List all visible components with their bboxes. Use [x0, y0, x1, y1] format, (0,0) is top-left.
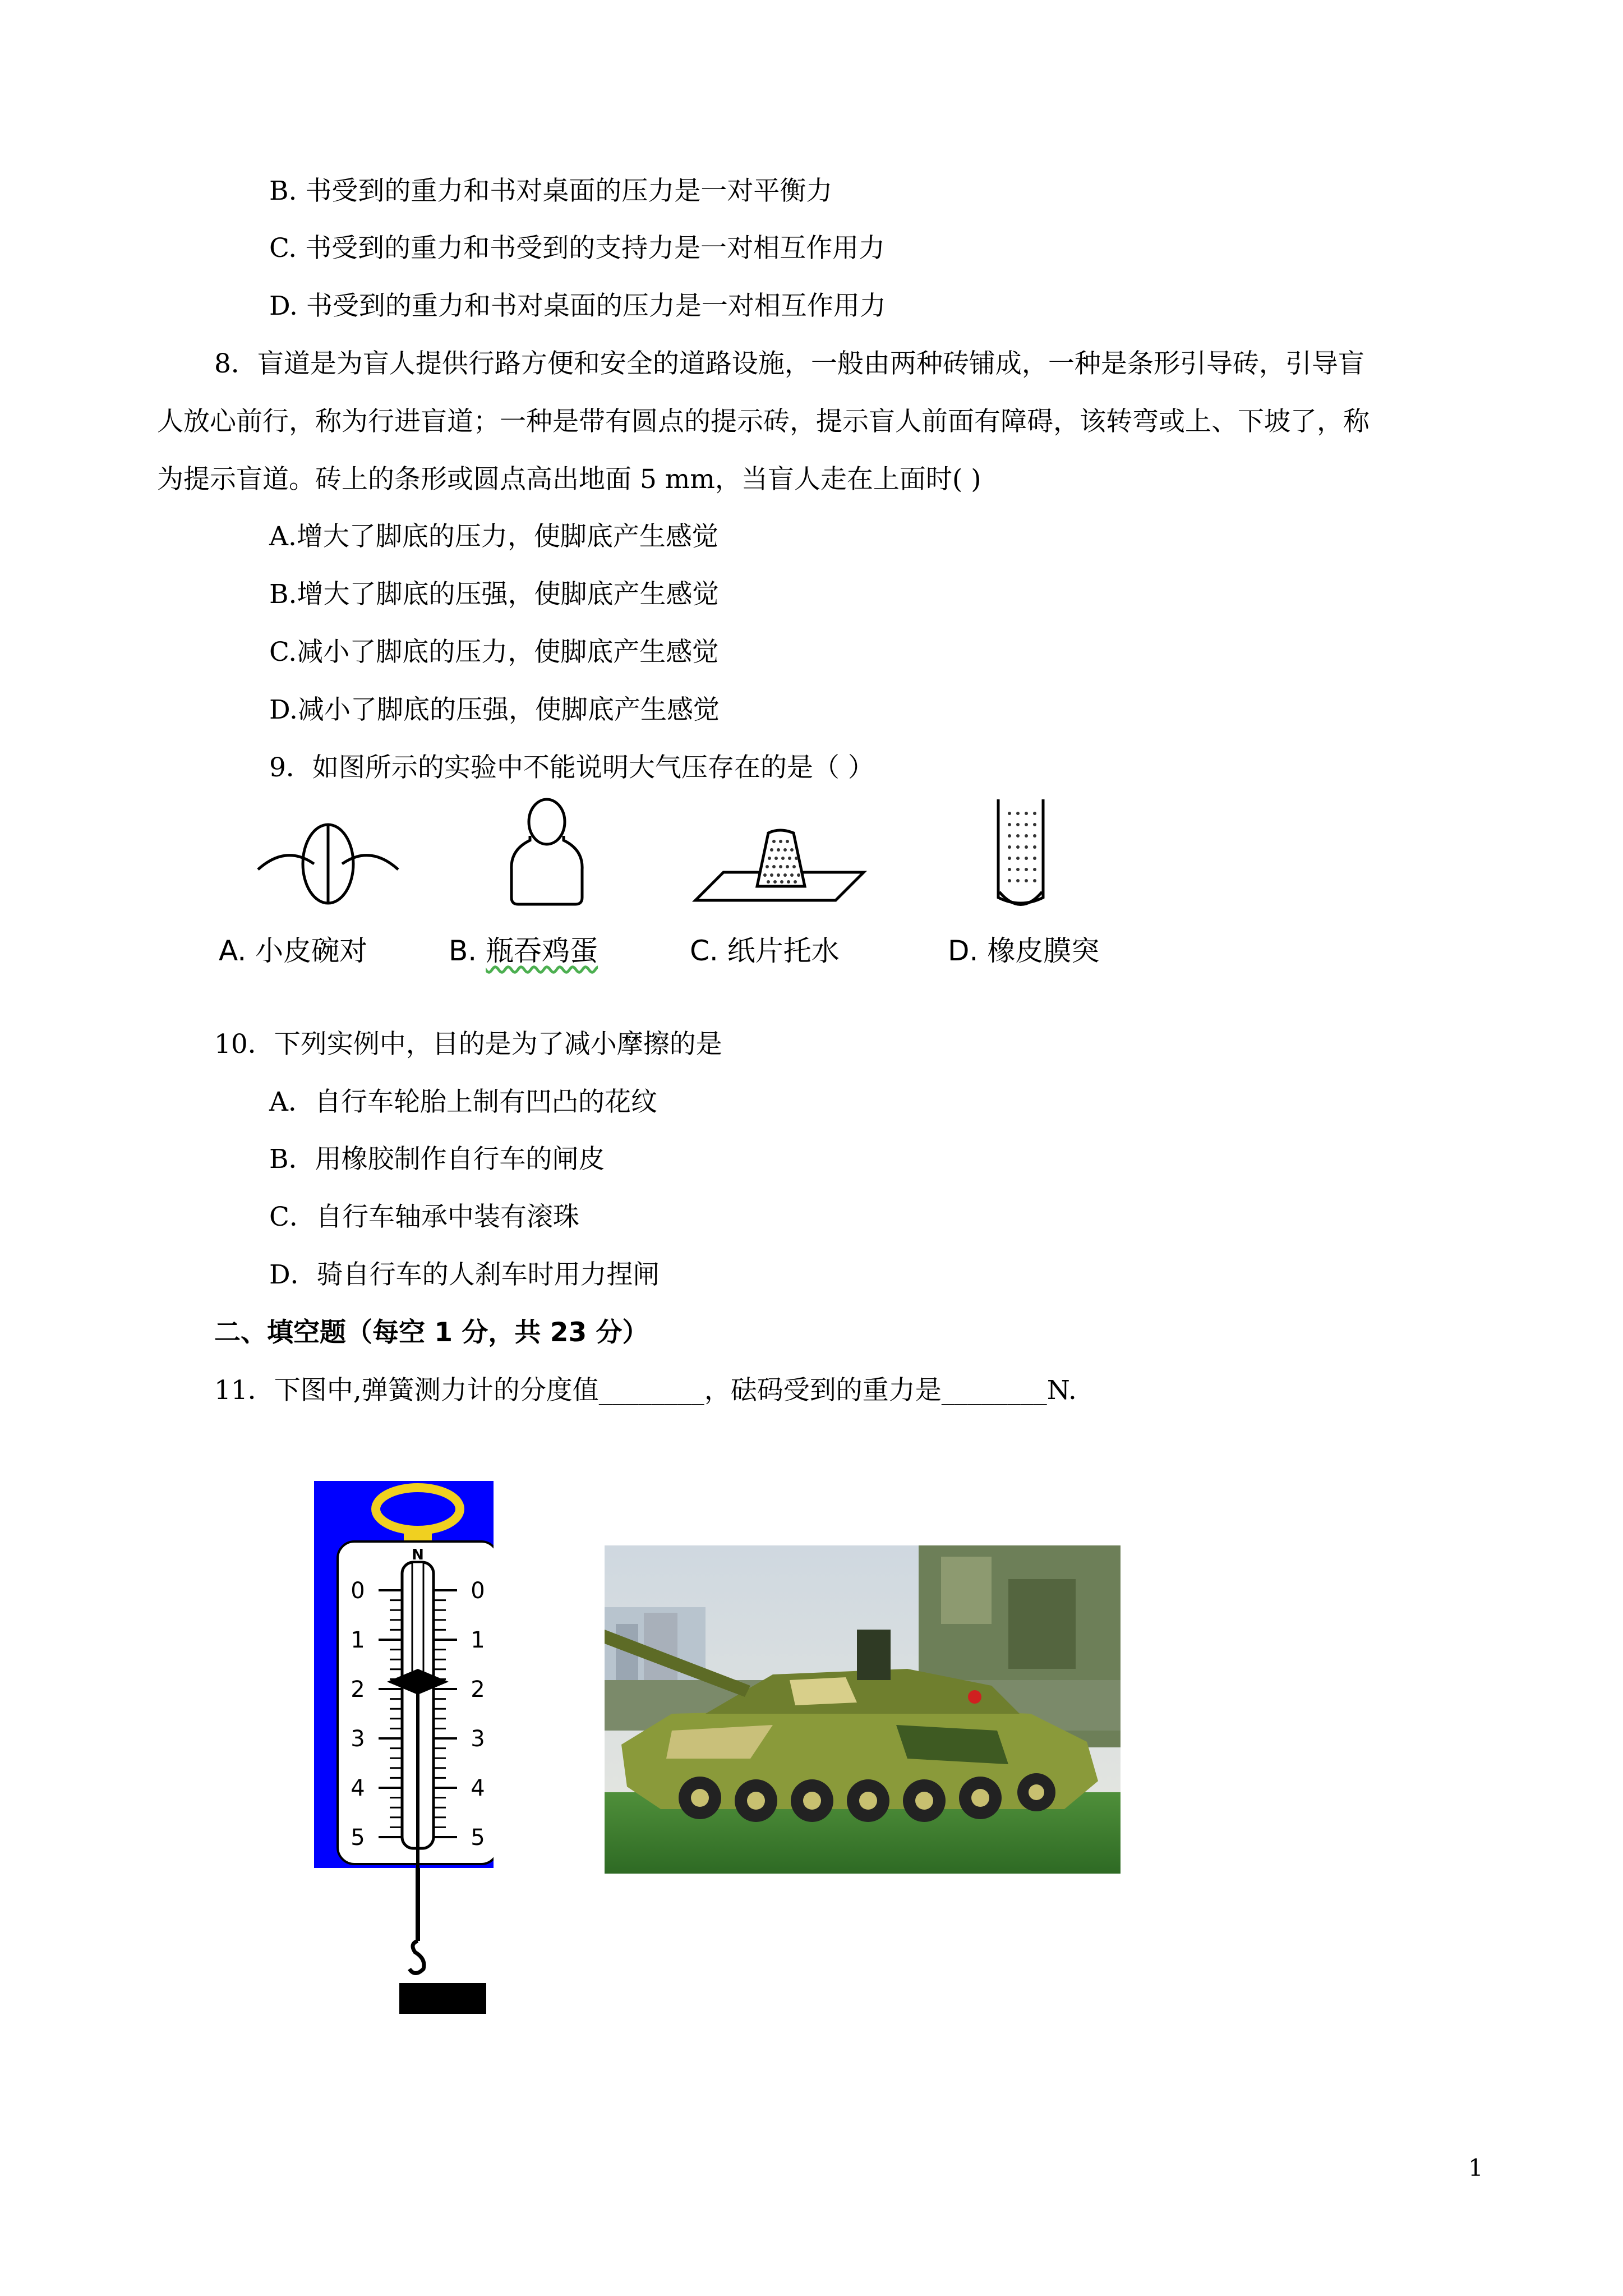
scale-tick-label-right: 4: [471, 1775, 485, 1801]
q8-option-d: D.减小了脚底的压强，使脚底产生感觉: [269, 694, 720, 725]
q9-figure-a: [252, 797, 404, 926]
q8-stem-line3: 为提示盲道。砖上的条形或圆点高出地面 5 mm，当盲人走在上面时( ): [157, 464, 981, 495]
q7-option-d: D. 书受到的重力和书对桌面的压力是一对相互作用力: [269, 291, 886, 321]
q10-option-c: C．自行车轴承中装有滚珠: [269, 1202, 579, 1232]
rubber-membrane-tube-icon: [987, 797, 1054, 926]
scale-tick-label-right: 1: [471, 1627, 485, 1653]
scale-tick-label-right: 2: [471, 1677, 485, 1703]
q9-stem: 9．如图所示的实验中不能说明大气压存在的是（ ）: [269, 752, 874, 783]
q9-label-c: C. 纸片托水: [690, 935, 840, 967]
q8-option-c: C.减小了脚底的压力，使脚底产生感觉: [269, 637, 719, 668]
scale-tick-label-right: 3: [471, 1726, 485, 1752]
q11-stem: 11．下图中,弹簧测力计的分度值________，砝码受到的重力是________N.: [214, 1375, 1077, 1406]
scale-unit-label: N: [412, 1547, 424, 1563]
q8-option-b: B.增大了脚底的压强，使脚底产生感觉: [269, 579, 719, 610]
q9-figures: [213, 797, 1166, 982]
spring-scale-icon: [314, 1481, 494, 2019]
q10-stem: 10．下列实例中，目的是为了减小摩擦的是: [214, 1029, 722, 1060]
q8-option-a: A.增大了脚底的压力，使脚底产生感觉: [269, 521, 718, 552]
q10-option-a: A．自行车轮胎上制有凹凸的花纹: [269, 1087, 657, 1117]
q8-stem-line1: 8．盲道是为盲人提供行路方便和安全的道路设施，一般由两种砖铺成，一种是条形引导砖，引导盲: [214, 348, 1364, 379]
q9-label-b: B. 瓶吞鸡蛋: [449, 935, 598, 967]
scale-tick-label-left: 3: [351, 1726, 365, 1752]
q7-option-b: B. 书受到的重力和书对桌面的压力是一对平衡力: [269, 176, 833, 206]
q9-label-a: A. 小皮碗对: [219, 935, 368, 967]
scale-tick-label-left: 0: [351, 1578, 365, 1604]
q9-figure-c: [690, 797, 869, 926]
spring-scale-figure: [314, 1481, 494, 2022]
tank-photo: [605, 1545, 1121, 1874]
q10-option-b: B．用橡胶制作自行车的闸皮: [269, 1144, 605, 1175]
q9-label-d: D. 橡皮膜突: [948, 935, 1100, 967]
page-number: 1: [1468, 2154, 1483, 2182]
scale-tick-label-right: 5: [471, 1825, 485, 1851]
scale-tick-label-left: 5: [351, 1825, 365, 1851]
suction-cups-icon: [252, 797, 404, 926]
paper-water-cup-icon: [690, 797, 869, 926]
scale-tick-label-right: 0: [471, 1578, 485, 1604]
q7-option-c: C. 书受到的重力和书受到的支持力是一对相互作用力: [269, 233, 886, 264]
scale-tick-label-left: 4: [351, 1775, 365, 1801]
bottle-egg-icon: [505, 797, 589, 926]
tank-image: [605, 1545, 1121, 1874]
q10-option-d: D．骑自行车的人刹车时用力捏闸: [269, 1259, 660, 1290]
section-heading: 二、填空题（每空 1 分，共 23 分）: [214, 1317, 649, 1348]
q8-stem-line2: 人放心前行，称为行进盲道；一种是带有圆点的提示砖，提示盲人前面有障碍，该转弯或上、下坡了，称: [157, 406, 1370, 437]
scale-tick-label-left: 1: [351, 1627, 365, 1653]
q9-figure-d: [987, 797, 1054, 926]
scale-tick-label-left: 2: [351, 1677, 365, 1703]
q9-figure-b: [505, 797, 589, 926]
